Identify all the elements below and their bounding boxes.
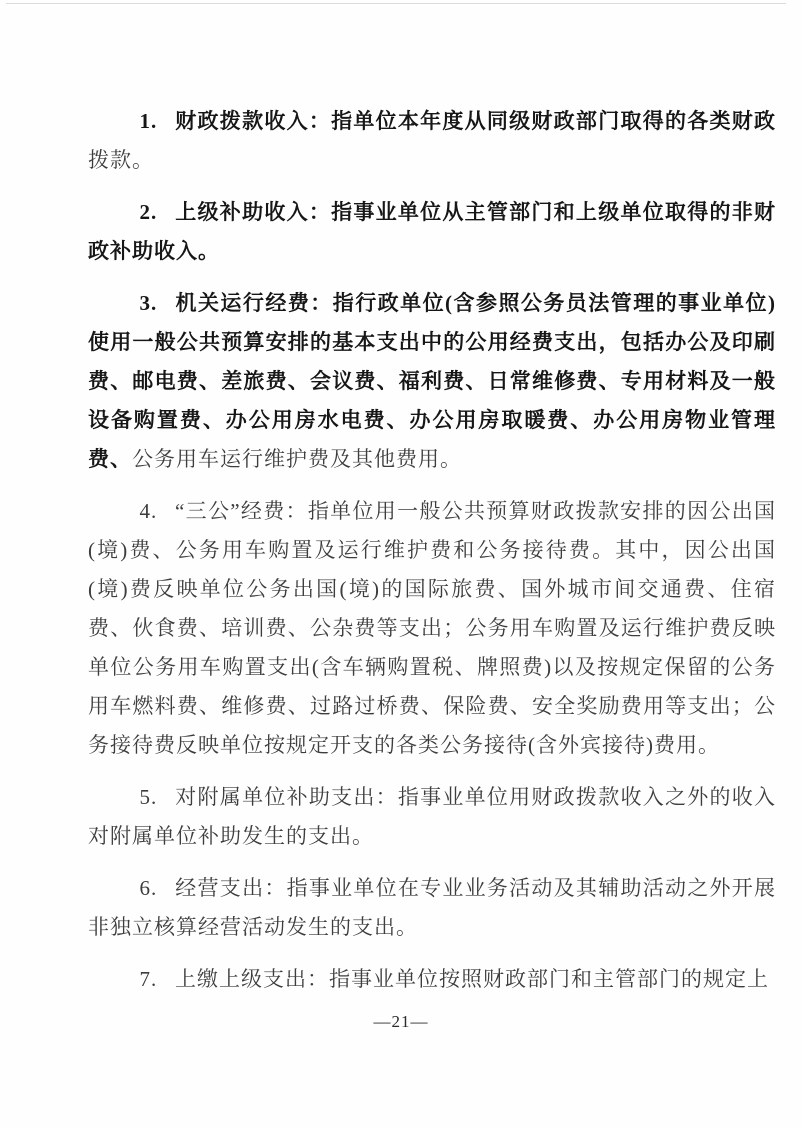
- paragraph-5-dui-fushu-danwei-buzhu-zhichu: [88, 778, 776, 856]
- paragraph-6-jingying-zhichu: [88, 869, 776, 947]
- paragraph-3-bold-text: 机关运行经费：指行政单位(含参照公务员法管理的事业单位)使用一般公共预算安排的基本支出中的公用经费支出，包括办公及印刷费、邮电费、差旅费、会议费、福利费、日常维修费、专用材料及一般设备购置费、办公用房水电费、办公用房取暖费、办公用房物业管理费、: [88, 291, 776, 471]
- paragraph-4-regular-text: “三公”经费：指单位用一般公共预算财政拨款安排的因公出国(境)费、公务用车购置及运行维护费和公务接待费。其中，因公出国(境)费反映单位公务出国(境)的国际旅费、国外城市间交通费、住宿费、伙食费、培训费、公杂费等支出；公务用车购置及运行维护费反映单位公务用车购置支出(含车辆购置税、牌照费)以及按规定保留的公务用车燃料费、维修费、过路过桥费、保险费、安全奖励费用等支出；公务接待费反映单位按规定开支的各类公务接待(含外宾接待)费用。: [88, 499, 776, 757]
- item-number-3: 3.: [139, 291, 158, 315]
- paragraph-3-jiguan-yunxing-jingfei: [88, 284, 776, 479]
- item-number-5: 5.: [139, 785, 158, 809]
- paragraph-4-sangong-jingfei: [88, 492, 776, 765]
- item-number-7: 7.: [139, 967, 158, 991]
- paragraph-1-bold-text: 财政拨款收入：指单位本年度从同级财政部门取得的各类财政: [175, 109, 776, 133]
- paragraph-2-shangji-buzhu-shouru: [88, 193, 776, 271]
- paragraph-5-regular-text: 对附属单位补助支出：指事业单位用财政拨款收入之外的收入对附属单位补助发生的支出。: [88, 785, 776, 848]
- item-number-2: 2.: [139, 200, 158, 224]
- paragraph-7-regular-text: 上缴上级支出：指事业单位按照财政部门和主管部门的规定上: [175, 967, 770, 991]
- item-number-6: 6.: [139, 876, 158, 900]
- item-number-4: 4.: [139, 499, 158, 523]
- paragraph-1-regular-text: 拨款。: [88, 148, 154, 172]
- paragraph-6-regular-text: 经营支出：指事业单位在专业业务活动及其辅助活动之外开展非独立核算经营活动发生的支出。: [88, 876, 776, 939]
- paragraph-3-regular-text: 公务用车运行维护费及其他费用。: [132, 447, 462, 471]
- page-number: —21—: [373, 1012, 429, 1031]
- item-number-1: 1.: [139, 109, 158, 133]
- scan-edge-artifact: [6, 3, 786, 4]
- paragraph-1-caizheng-bokuan-shouru: [88, 102, 776, 180]
- paragraph-7-shangjiao-shangji-zhichu: [88, 960, 776, 999]
- paragraph-2-bold-text: 上级补助收入：指事业单位从主管部门和上级单位取得的非财政补助收入。: [88, 200, 776, 263]
